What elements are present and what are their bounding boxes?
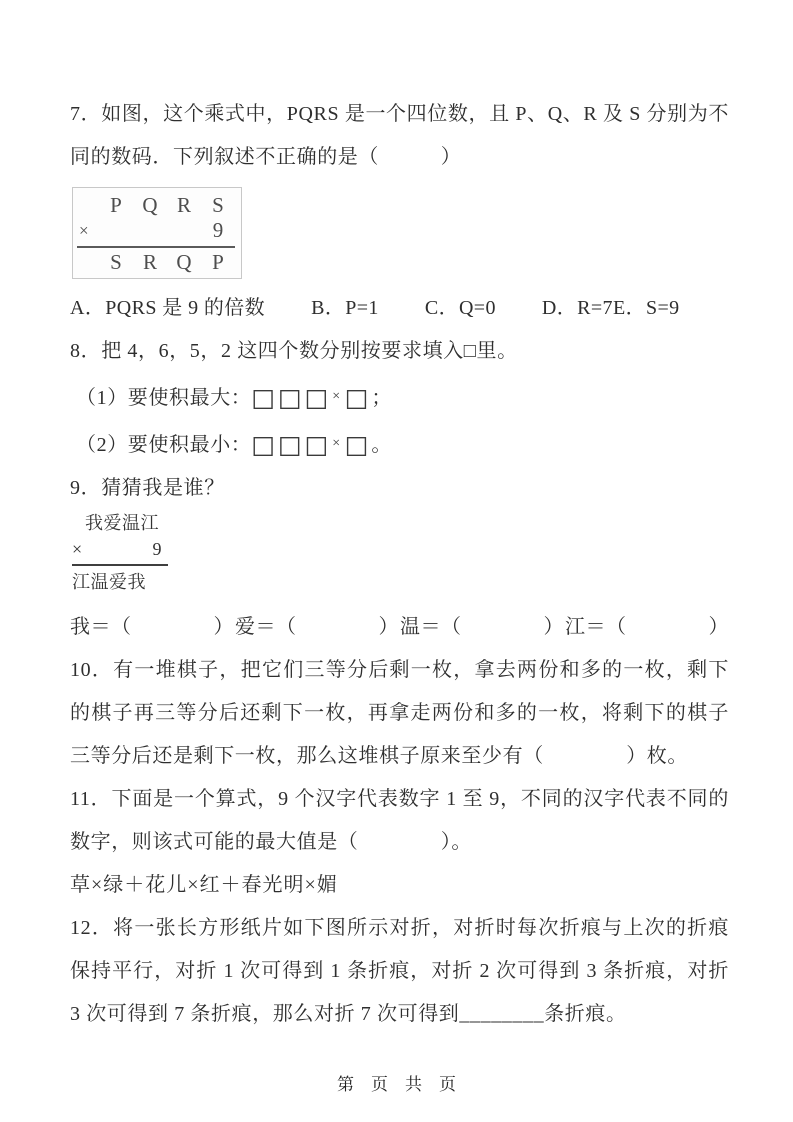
q7-option-c: C．Q=0 — [424, 297, 496, 319]
question-7-text: 7．如图，这个乘式中，PQRS 是一个四位数，且 P、Q、R 及 S 分别为不同的数码．下列叙述不正确的是（ ） — [70, 103, 729, 168]
figure-spacer — [133, 218, 167, 243]
q9-figure-multiplicand: 我爱温江 — [85, 513, 159, 533]
figure-cell-q: Q — [142, 193, 158, 217]
q8-subitem-2-punct: 。 — [371, 434, 393, 456]
figure-cell-s: S — [212, 193, 224, 217]
figure-cell-9: 9 — [212, 218, 224, 242]
q11-expression: 草×绿＋花儿×红＋春光明×媚 — [70, 874, 338, 896]
q9-figure-product: 江温爱我 — [72, 572, 146, 592]
q9-blank-wo: 我＝（ ） — [70, 616, 234, 638]
q9-vertical-multiplication-figure — [72, 512, 168, 594]
q7-figure-row-multiplier — [77, 218, 235, 243]
q9-blank-ai: 爱＝（ ） — [235, 616, 399, 638]
figure-spacer — [99, 218, 133, 243]
fill-boxes: □□□ — [251, 383, 332, 412]
question-11-text: 11．下面是一个算式，9 个汉字代表数字 1 至 9，不同的汉字代表不同的数字，则该式可能的最大值是（ ）。 — [70, 788, 729, 853]
q9-figure-multiplier: 9 — [152, 539, 162, 559]
figure-cell-r: R — [176, 193, 191, 217]
q7-figure-row-multiplicand — [77, 193, 235, 218]
q9-blank-jiang: 江＝（ ） — [565, 616, 729, 638]
q8-subitem-2 — [76, 422, 729, 467]
q8-subitem-2-label: （2）要使积最小： — [76, 434, 252, 456]
q7-options — [70, 287, 729, 330]
q7-option-a: A．PQRS 是 9 的倍数 — [70, 297, 266, 319]
figure-rule — [77, 246, 235, 248]
page-footer: 第 页 共 页 — [337, 1075, 456, 1095]
question-8-text: 8．把 4，6，5，2 这四个数分别按要求填入□里。 — [70, 340, 518, 362]
q7-figure-row-product — [77, 250, 235, 275]
q7-option-d: D．R=7E．S=9 — [541, 297, 680, 319]
figure-spacer — [77, 250, 99, 275]
q8-subitem-1-label: （1）要使积最大： — [76, 387, 252, 409]
figure-cell-s2: S — [110, 250, 122, 274]
figure-cell-q2: Q — [176, 250, 192, 274]
figure-cell-p2: P — [212, 250, 224, 274]
fill-box: □ — [344, 430, 372, 459]
multiply-sign-small: × — [332, 436, 341, 451]
multiply-sign: × — [72, 539, 83, 559]
q7-multiplication-figure — [72, 187, 242, 279]
question-9-text: 9．猜猜我是谁？ — [70, 477, 225, 499]
figure-spacer — [167, 218, 201, 243]
multiply-sign: × — [79, 221, 89, 240]
q9-figure-multiplier-row — [72, 535, 168, 564]
figure-cell-r2: R — [142, 250, 157, 274]
q8-subitem-1 — [76, 375, 729, 420]
question-12-text: 12．将一张长方形纸片如下图所示对折，对折时每次折痕与上次的折痕保持平行，对折 1 次可得到 1 条折痕，对折 2 次可得到 3 条折痕，对折 3 次可得到 7 条折痕，那么对折 7 次可得到________条折痕。 — [70, 917, 729, 1025]
figure-cell-p: P — [110, 193, 122, 217]
q9-blank-wen: 温＝（ ） — [400, 616, 564, 638]
fill-box: □ — [344, 383, 372, 412]
fill-boxes: □□□ — [251, 430, 332, 459]
multiply-sign-small: × — [332, 389, 341, 404]
question-10-text: 10．有一堆棋子，把它们三等分后剩一枚，拿去两份和多的一枚，剩下的棋子再三等分后还剩下一枚，再拿走两份和多的一枚，将剩下的棋子三等分后还是剩下一枚，那么这堆棋子原来至少有（ ）枚。 — [70, 659, 729, 767]
figure-spacer — [77, 193, 99, 218]
q8-subitem-1-punct: ； — [371, 387, 393, 409]
q9-answer-blanks — [70, 606, 729, 649]
q7-option-b: B．P=1 — [311, 297, 379, 319]
